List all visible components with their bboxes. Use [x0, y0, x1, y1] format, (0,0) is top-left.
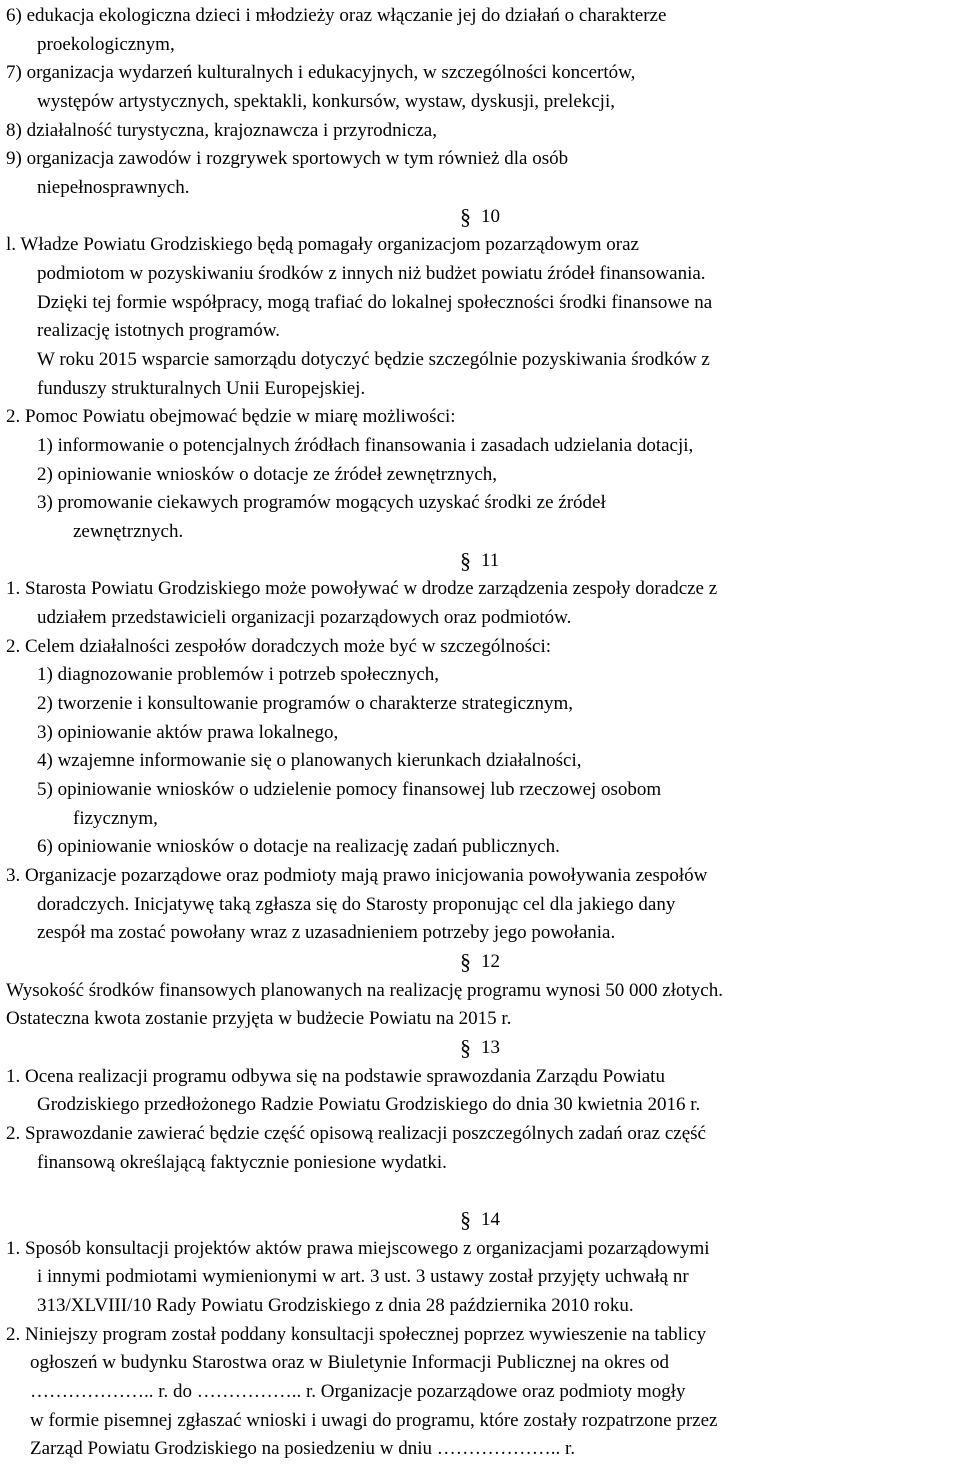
- text-line: podmiotom w pozyskiwaniu środków z innych niż budżet powiatu źródeł finansowania.: [37, 263, 706, 284]
- section-symbol: §: [460, 1035, 471, 1060]
- text-line: l. Władze Powiatu Grodziskiego będą pomagały organizacjom pozarządowym oraz: [6, 234, 639, 255]
- text-line: 3. Organizacje pozarządowe oraz podmioty mają prawo inicjowania powoływania zespołów: [6, 865, 708, 886]
- text-line: ogłoszeń w budynku Starostwa oraz w Biuletynie Informacji Publicznej na okres od: [30, 1352, 669, 1373]
- text-line: 6) edukacja ekologiczna dzieci i młodzieży oraz włączanie jej do działań o charakterze: [6, 5, 667, 26]
- section-symbol: §: [460, 548, 471, 573]
- section-heading: [460, 547, 499, 575]
- section-heading: [460, 1206, 500, 1234]
- text-line: 8) działalność turystyczna, krajoznawcza i przyrodnicza,: [6, 120, 437, 141]
- text-line: 3) promowanie ciekawych programów mogących uzyskać środki ze źródeł: [37, 492, 606, 513]
- text-line: doradczych. Inicjatywę taką zgłasza się do Starosty proponując cel dla jakiego dany: [37, 894, 676, 915]
- text-line: 3) opiniowanie aktów prawa lokalnego,: [37, 722, 339, 743]
- text-line: 2. Niniejszy program został poddany konsultacji społecznej poprzez wywieszenie na tablicy: [6, 1324, 707, 1345]
- text-line: w formie pisemnej zgłaszać wnioski i uwagi do programu, które zostały rozpatrzone przez: [30, 1410, 718, 1431]
- text-line: funduszy strukturalnych Unii Europejskiej.: [37, 378, 366, 399]
- text-line: zewnętrznych.: [73, 521, 184, 542]
- text-line: 1. Ocena realizacji programu odbywa się na podstawie sprawozdania Zarządu Powiatu: [6, 1066, 665, 1087]
- section-heading: [460, 1034, 500, 1062]
- text-line: 2) tworzenie i konsultowanie programów o charakterze strategicznym,: [37, 693, 574, 714]
- text-line: zespół ma zostać powołany wraz z uzasadnieniem potrzeby jego powołania.: [37, 922, 616, 943]
- text-line: 2. Sprawozdanie zawierać będzie część opisową realizacji poszczególnych zadań oraz część: [6, 1123, 706, 1144]
- text-line: 5) opiniowanie wniosków o udzielenie pomocy finansowej lub rzeczowej osobom: [37, 779, 662, 800]
- text-line: 1. Starosta Powiatu Grodziskiego może powoływać w drodze zarządzenia zespoły doradcze z: [6, 578, 718, 599]
- text-line: 1. Sposób konsultacji projektów aktów prawa miejscowego z organizacjami pozarządowymi: [6, 1238, 710, 1259]
- text-line: finansową określającą faktycznie poniesione wydatki.: [37, 1152, 447, 1173]
- text-line: 7) organizacja wydarzeń kulturalnych i edukacyjnych, w szczególności koncertów,: [6, 62, 636, 83]
- text-line: Grodziskiego przedłożonego Radzie Powiatu Grodziskiego do dnia 30 kwietnia 2016 r.: [37, 1094, 701, 1115]
- text-line: Wysokość środków finansowych planowanych na realizację programu wynosi 50 000 złotych.: [6, 980, 723, 1001]
- text-line: 4) wzajemne informowanie się o planowanych kierunkach działalności,: [37, 750, 582, 771]
- text-line: Zarząd Powiatu Grodziskiego na posiedzeniu w dniu ……………….. r.: [30, 1438, 576, 1459]
- section-number: 13: [481, 1037, 500, 1058]
- text-line: 9) organizacja zawodów i rozgrywek sportowych w tym również dla osób: [6, 148, 569, 169]
- text-line: Dzięki tej formie współpracy, mogą trafiać do lokalnej społeczności środki finansowe na: [37, 292, 713, 313]
- text-line: 1) informowanie o potencjalnych źródłach finansowania i zasadach udzielania dotacji,: [37, 435, 694, 456]
- section-number: 14: [481, 1209, 500, 1230]
- text-line: niepełnosprawnych.: [37, 177, 190, 198]
- text-line: realizację istotnych programów.: [37, 320, 281, 341]
- text-line: 1) diagnozowanie problemów i potrzeb społecznych,: [37, 664, 440, 685]
- text-line: i innymi podmiotami wymienionymi w art. 3 ust. 3 ustawy został przyjęty uchwałą nr: [37, 1266, 689, 1287]
- text-line: proekologicznym,: [37, 34, 175, 55]
- text-line: 2) opiniowanie wniosków o dotacje ze źródeł zewnętrznych,: [37, 464, 498, 485]
- text-line: fizycznym,: [73, 808, 158, 829]
- section-number: 12: [481, 951, 500, 972]
- text-line: W roku 2015 wsparcie samorządu dotyczyć będzie szczególnie pozyskiwania środków z: [37, 349, 710, 370]
- text-line: ……………….. r. do …………….. r. Organizacje pozarządowe oraz podmioty mogły: [30, 1381, 686, 1402]
- text-line: udziałem przedstawicieli organizacji pozarządowych oraz podmiotów.: [37, 607, 572, 628]
- section-number: 10: [481, 206, 500, 227]
- section-heading: [460, 203, 500, 231]
- section-symbol: §: [460, 1207, 471, 1232]
- text-line: 2. Celem działalności zespołów doradczych może być w szczególności:: [6, 636, 551, 657]
- text-line: 2. Pomoc Powiatu obejmować będzie w miarę możliwości:: [6, 406, 456, 427]
- text-line: 6) opiniowanie wniosków o dotacje na realizację zadań publicznych.: [37, 836, 560, 857]
- text-line: 313/XLVIII/10 Rady Powiatu Grodziskiego z dnia 28 października 2010 roku.: [37, 1295, 634, 1316]
- text-line: Ostateczna kwota zostanie przyjęta w budżecie Powiatu na 2015 r.: [6, 1008, 512, 1029]
- section-symbol: §: [460, 949, 471, 974]
- text-line: występów artystycznych, spektakli, konkursów, wystaw, dyskusji, prelekcji,: [37, 91, 615, 112]
- section-heading: [460, 948, 500, 976]
- section-number: 11: [481, 550, 500, 571]
- section-symbol: §: [460, 204, 471, 229]
